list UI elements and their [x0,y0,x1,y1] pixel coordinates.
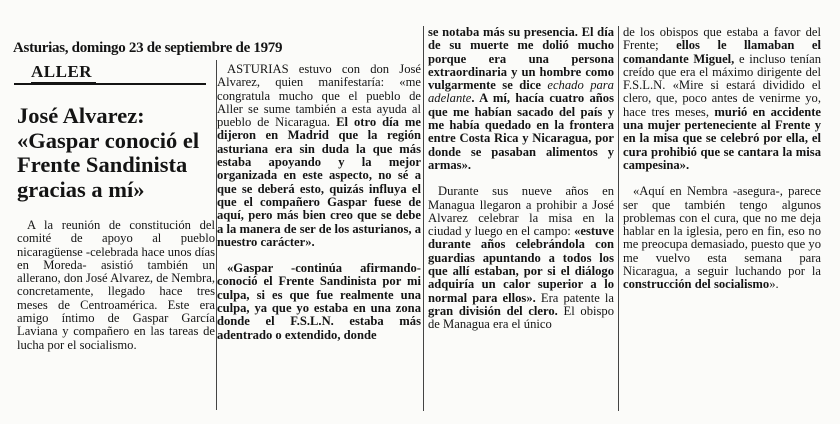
headline-line: gracias a mí» [17,176,145,202]
paragraph: A la reunión de constitución del comité de apoyo al pueblo nicaragüense -celebrada hace unos días en Moreda- asistió también un allerano, don José Alvarez, de Nembra, concretamente, llegado hace tres meses de Centroamérica. Este era amigo íntimo de Gaspar García Laviana y compañero en las tareas de lucha por el socialismo. [17,218,215,352]
article-column-4 [623,26,821,292]
headline-line: José Alvarez: [17,103,145,128]
text-run: El obispo de Managua era el único [428,303,615,332]
article-column-3 [428,26,614,332]
text-run: Durante sus nueve años en Managua llegaron a prohibir a José Alvarez celebrar la misa en la ciudad y luego en el campo: [428,184,614,239]
headline [17,104,215,202]
section-rule [14,83,206,85]
text-run: ASTURIAS estuvo con don José Alvarez, quien manifestaría: «me congratula mucho que el pueblo de Aller se sume también a esta ayuda al pueblo de Nicaragua. [217,62,421,130]
article-column-2 [217,63,421,342]
column-rule [423,26,424,411]
text-run-bold: El otro día me dijeron en Madrid que la región asturiana era sin duda la que más estaba apoyando y la mejor organizada en este aspecto, no sé a que se deberá esto, quizás influya el que el compañero Gaspar fuese de aquí, pero más bien creo que se debe a la manera de ser de los asturianos, a nuestro carácter». [217,115,421,249]
headline-line: «Gaspar conoció el [17,127,200,153]
paragraph: «Gaspar -continúa afirmando- conoció el Frente Sandinista por mi culpa, si es que fue realmente una culpa, ya que yo estaba en una zona donde el F.S.L.N. estaba más adentrado o extendido, donde [217,261,421,342]
text-run: de los obispos que estaba a favor del Frente; [623,25,821,53]
text-run: ». [769,277,779,292]
text-run-bold: gran división del clero. [428,303,558,318]
headline-line: Frente Sandinista [17,152,188,177]
column-rule [618,26,619,411]
text-run: e incluso tenían creído que era el máximo dirigente del F.S.L.N. «Mire si estará dividido el clero, que, poco antes de venirme yo, hace tres meses, [623,51,822,119]
text-run-bold: . A mí, hacía cuatro años que me habían sacado del país y me había quedado en la frontera entre Costa Rica y Nicaragua, por donde se pasaban alimentos y armas». [428,91,614,172]
section-tag: ALLER [31,63,96,84]
article-column-1 [17,219,215,352]
text-run: Era patente la [535,290,614,305]
dateline: Asturias, domingo 23 de septiembre de 1979 [13,40,283,56]
text-run-bold: se notaba más su presencia. El día de su muerte me dolió mucho porque era una persona extraordinaria y un hombre como vulgarmente se dice [428,25,614,93]
paragraph [217,63,421,249]
paragraph [428,26,614,172]
text-run-bold: ellos le llamaban el comandante Miguel, [623,38,821,66]
paragraph [623,185,821,291]
text-run-bold: «estuve durante años celebrándola con guardias apuntando a todos los que allí estaban, por si el diálogo adquiría un calor superior a lo normal para ellos». [428,224,614,305]
text-run: «Aquí en Nembra -asegura-, parece ser que también tengo algunos problemas con el cura, que no me deja hablar en la iglesia, pero en fin, eso no me preocupa demasiado, puesto que yo me vuelvo esta semana para Nicaragua, a seguir luchando por la [623,184,821,279]
text-run-italic: echado para adelante [428,78,614,106]
text-run-bold: construcción del socialismo [623,277,770,292]
paragraph [623,26,821,172]
paragraph [428,185,614,331]
text-run-bold: murió en accidente una mujer perteneciente al Frente y en la misa que se celebró por ella, el cura prohibió que se cantara la misa campesina». [623,104,821,172]
